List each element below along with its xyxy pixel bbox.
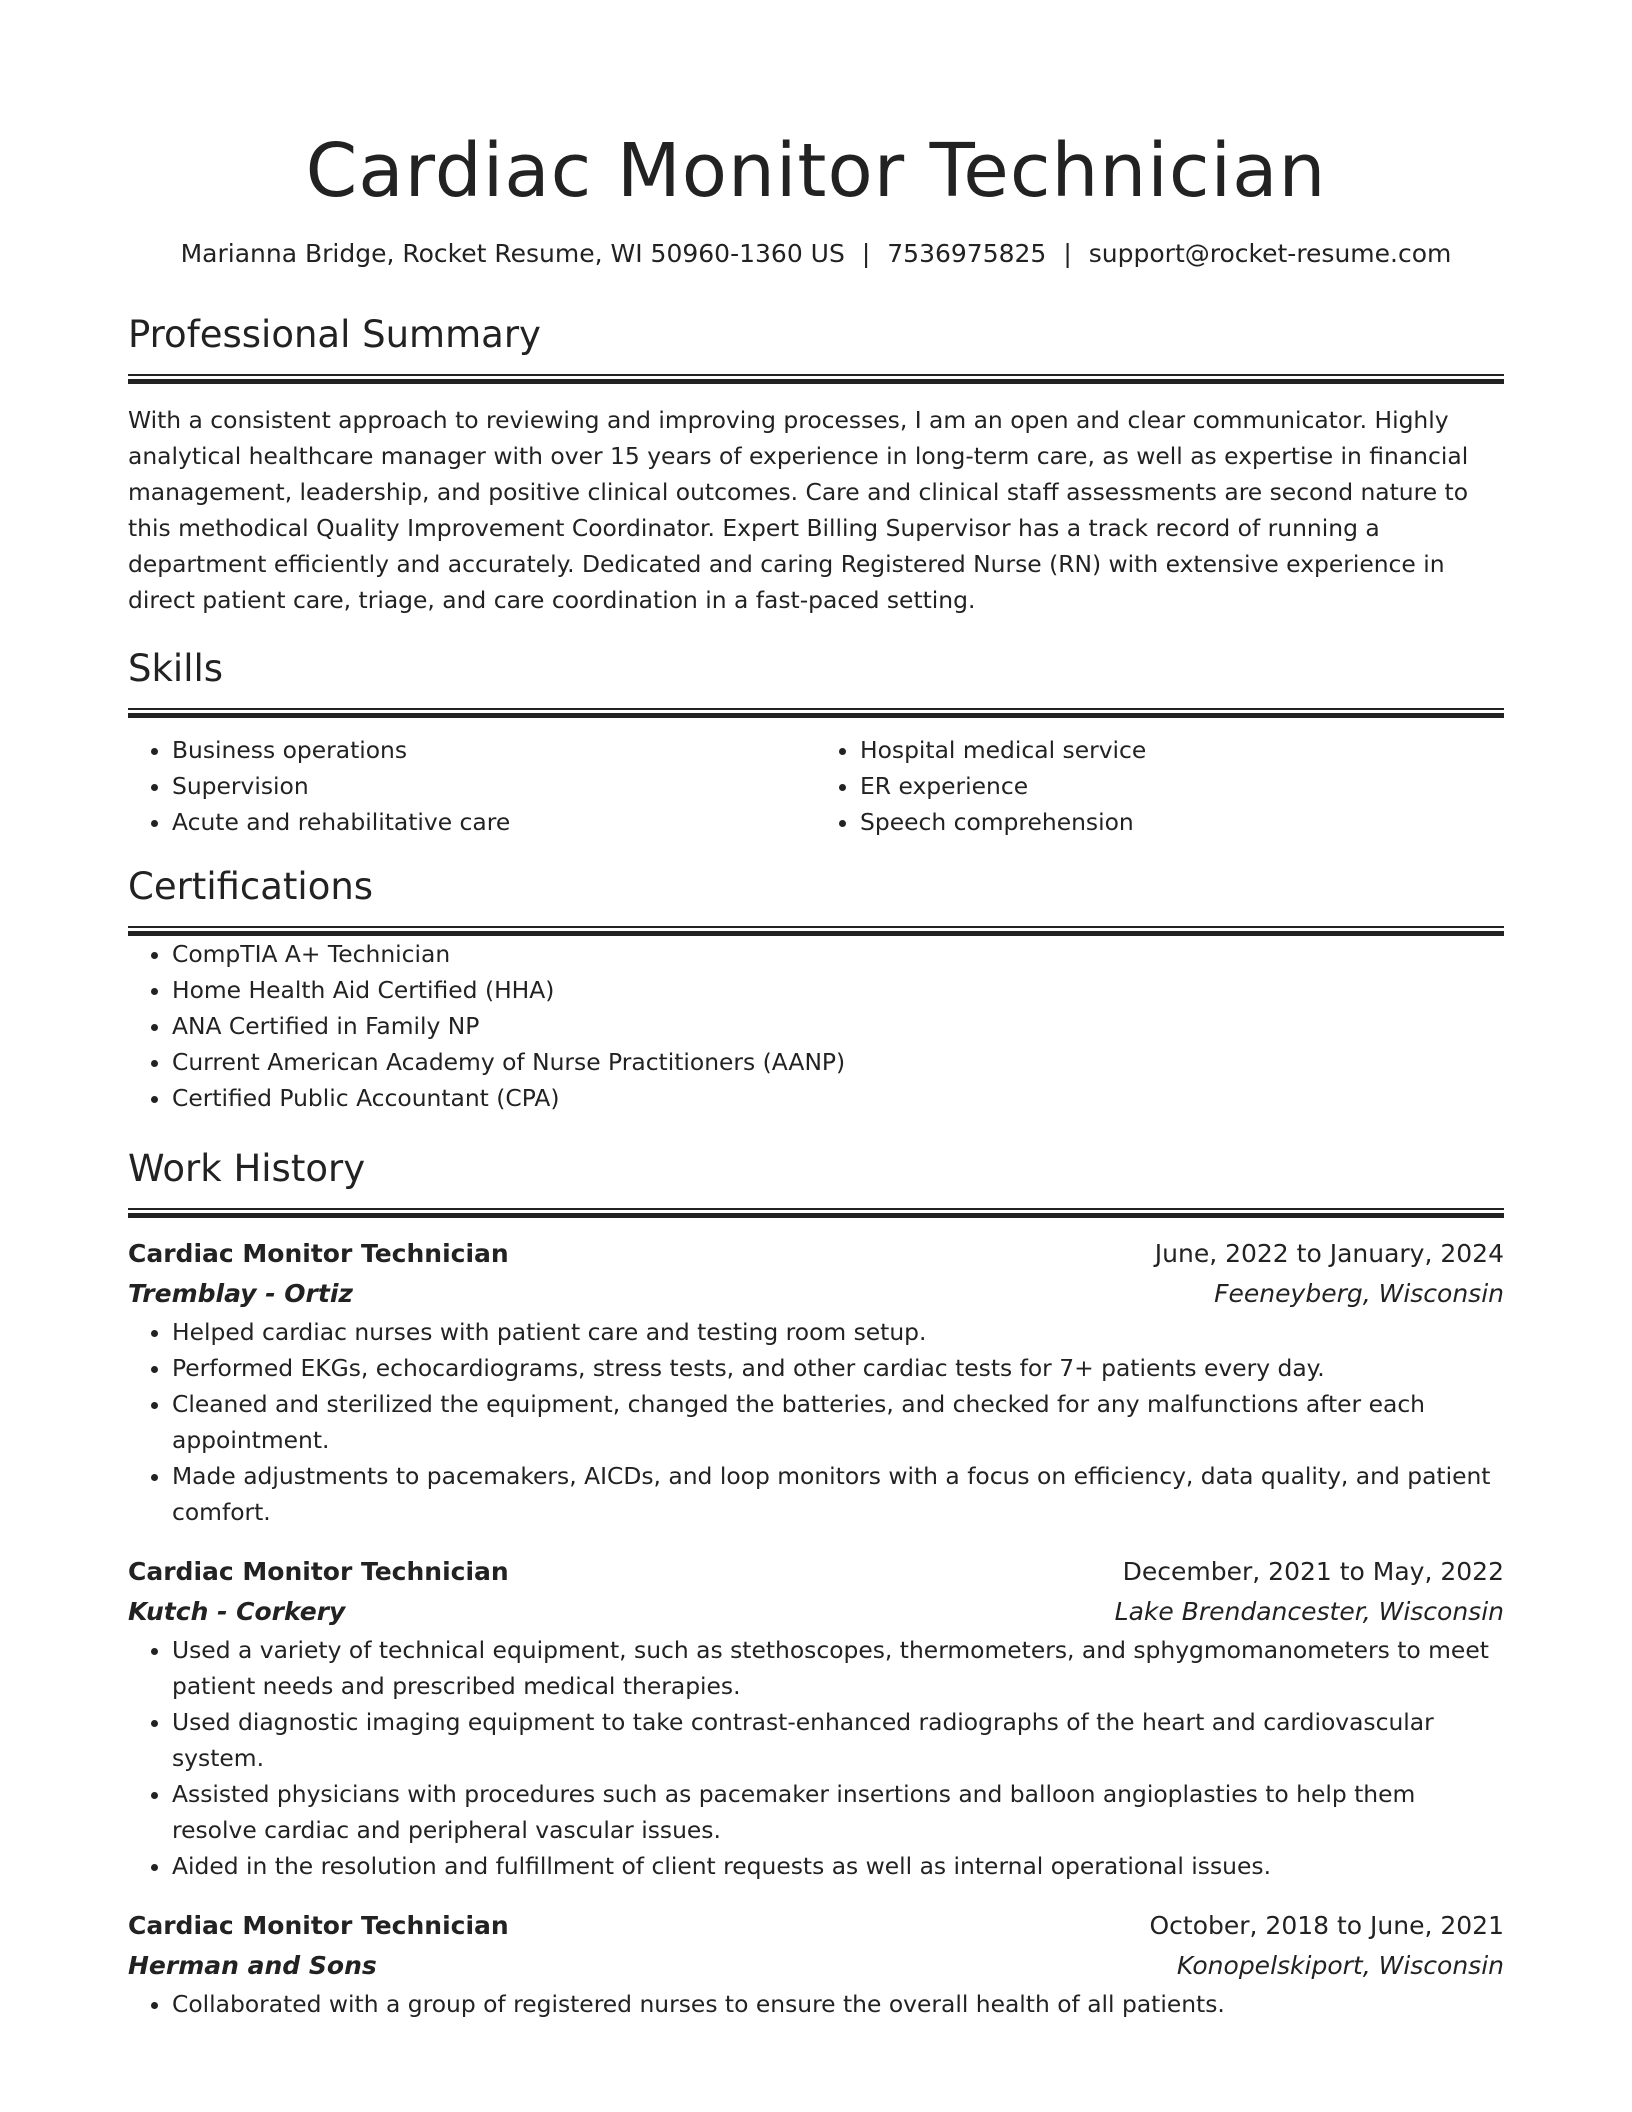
contact-email: support@rocket-resume.com	[1088, 239, 1452, 268]
job-bullet-list	[128, 1986, 1504, 2022]
job-bullet: • Assisted physicians with procedures such as pacemaker insertions and balloon angioplasties to help them resolve cardiac and peripheral vascular issues.	[172, 1776, 1504, 1848]
job-title: Cardiac Monitor Technician	[128, 1239, 509, 1268]
certifications-section	[128, 862, 1504, 1116]
job-bullet: • Made adjustments to pacemakers, AICDs, and loop monitors with a focus on efficiency, data quality, and patient comfort.	[172, 1458, 1504, 1530]
job-dates: June, 2022 to January, 2024	[1154, 1239, 1504, 1268]
job-title: Cardiac Monitor Technician	[128, 1557, 509, 1586]
job-bullet: • Aided in the resolution and fulfillment of client requests as well as internal operational issues.	[172, 1848, 1504, 1884]
job-title: Cardiac Monitor Technician	[128, 1911, 509, 1940]
job-bullet: • Cleaned and sterilized the equipment, changed the batteries, and checked for any malfunctions after each appointment.	[172, 1386, 1504, 1458]
job-header	[128, 1906, 1504, 1946]
certification-item: • Certified Public Accountant (CPA)	[172, 1080, 1504, 1116]
section-rule	[128, 374, 1504, 384]
contact-line	[128, 238, 1504, 270]
contact-separator: |	[861, 239, 871, 268]
contact-address: Marianna Bridge, Rocket Resume, WI 50960-1360 US	[180, 239, 845, 268]
certifications-list	[128, 936, 1504, 1116]
job-location: Feeneyberg, Wisconsin	[1214, 1279, 1504, 1308]
skill-item: • Business operations	[172, 732, 816, 768]
resume-title: Cardiac Monitor Technician	[305, 128, 1327, 214]
skills-column-left	[128, 732, 816, 840]
job-dates: October, 2018 to June, 2021	[1149, 1911, 1504, 1940]
skill-item: • Acute and rehabilitative care	[172, 804, 816, 840]
contact-phone: 7536975825	[887, 239, 1047, 268]
certifications-heading: Certifications	[128, 865, 374, 908]
section-rule	[128, 1208, 1504, 1218]
summary-section	[128, 310, 1504, 618]
skills-column-right	[816, 732, 1504, 840]
job-bullet-list	[128, 1314, 1504, 1530]
job-location: Lake Brendancester, Wisconsin	[1114, 1597, 1504, 1626]
job-header	[128, 1234, 1504, 1274]
skill-item: • ER experience	[860, 768, 1504, 804]
job-company: Tremblay - Ortiz	[128, 1279, 353, 1308]
skill-item: • Supervision	[172, 768, 816, 804]
skill-item: • Hospital medical service	[860, 732, 1504, 768]
skills-heading: Skills	[128, 647, 224, 690]
certification-item: • ANA Certified in Family NP	[172, 1008, 1504, 1044]
certification-item: • Home Health Aid Certified (HHA)	[172, 972, 1504, 1008]
job-entry	[128, 1552, 1504, 1884]
job-location: Konopelskiport, Wisconsin	[1176, 1951, 1504, 1980]
contact-separator: |	[1063, 239, 1072, 268]
skills-grid	[128, 732, 1504, 840]
section-rule	[128, 926, 1504, 936]
section-rule	[128, 708, 1504, 718]
job-subheader	[128, 1592, 1504, 1632]
job-dates: December, 2021 to May, 2022	[1122, 1557, 1504, 1586]
job-entry	[128, 1234, 1504, 1530]
job-bullet: • Collaborated with a group of registered nurses to ensure the overall health of all patients.	[172, 1986, 1504, 2022]
job-bullet: • Used diagnostic imaging equipment to take contrast-enhanced radiographs of the heart and cardiovascular system.	[172, 1704, 1504, 1776]
job-header	[128, 1552, 1504, 1592]
work-history-section	[128, 1144, 1504, 2022]
job-subheader	[128, 1946, 1504, 1986]
job-bullet: • Used a variety of technical equipment, such as stethoscopes, thermometers, and sphygmomanometers to meet patient needs and prescribed medical therapies.	[172, 1632, 1504, 1704]
skills-section	[128, 644, 1504, 840]
job-company: Herman and Sons	[128, 1951, 377, 1980]
job-subheader	[128, 1274, 1504, 1314]
job-entry	[128, 1906, 1504, 2022]
job-bullet: • Helped cardiac nurses with patient care and testing room setup.	[172, 1314, 1504, 1350]
summary-text: With a consistent approach to reviewing and improving processes, I am an open and clear communicator. Highly analytical healthcare manager with over 15 years of experience in long-term care, as well as expertise in financial management, leadership, and positive clinical outcomes. Care and clinical staff assessments are second nature to this methodical Quality Improvement Coordinator. Expert Billing Supervisor has a track record of running a department efficiently and accurately. Dedicated and caring Registered Nurse (RN) with extensive experience in direct patient care, triage, and care coordination in a fast-paced setting.	[128, 406, 1469, 614]
job-bullet-list	[128, 1632, 1504, 1884]
certification-item: • CompTIA A+ Technician	[172, 936, 1504, 972]
job-bullet: • Performed EKGs, echocardiograms, stress tests, and other cardiac tests for 7+ patients every day.	[172, 1350, 1504, 1386]
work-history-heading: Work History	[128, 1147, 366, 1190]
skill-item: • Speech comprehension	[860, 804, 1504, 840]
job-company: Kutch - Corkery	[128, 1597, 346, 1626]
certification-item: • Current American Academy of Nurse Practitioners (AANP)	[172, 1044, 1504, 1080]
summary-heading: Professional Summary	[128, 313, 541, 356]
